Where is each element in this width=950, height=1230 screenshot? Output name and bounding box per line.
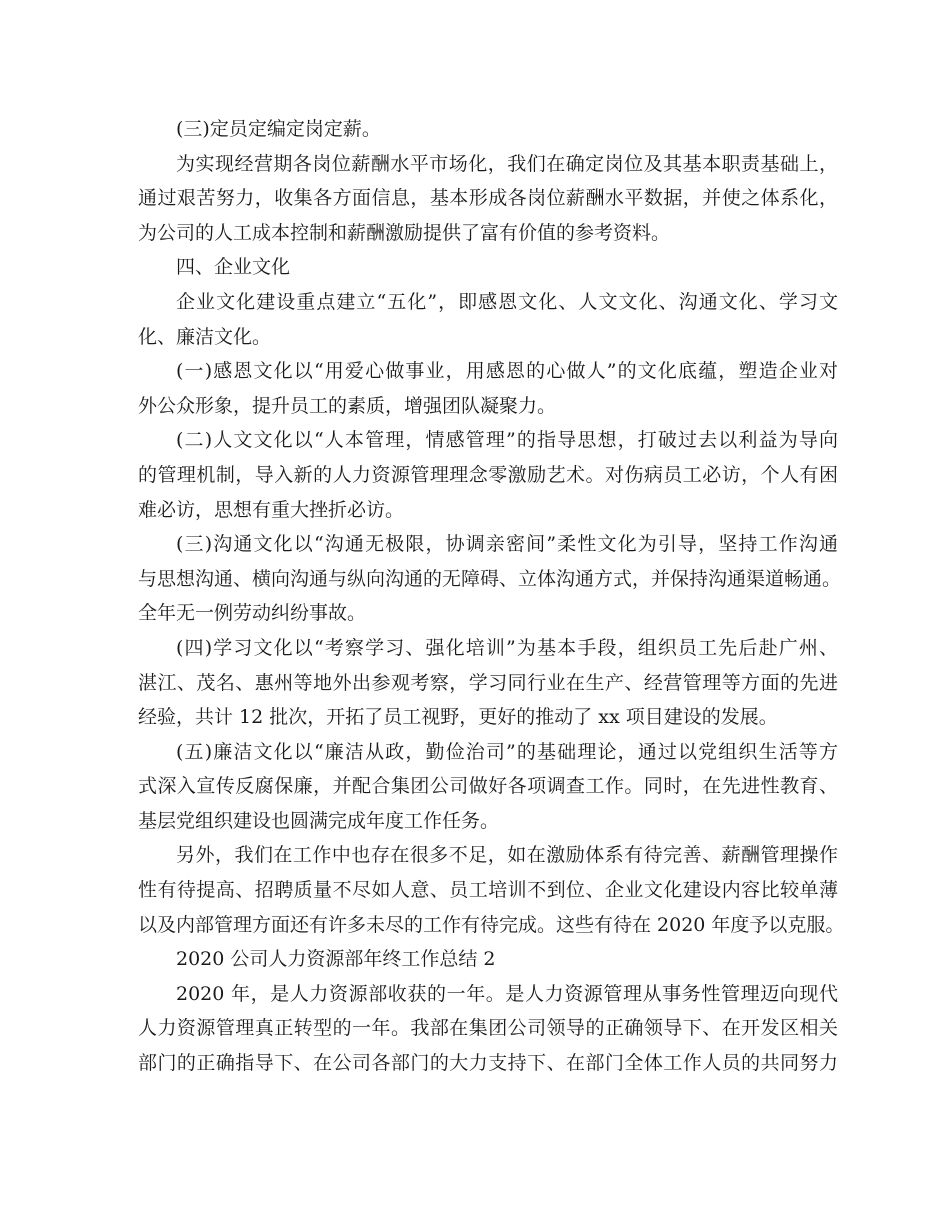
paragraph-line: (三)沟通文化以“沟通无极限，协调亲密间”柔性文化为引导，坚持工作沟通 <box>176 533 838 556</box>
paragraph-line: 经验，共计 12 批次，开拓了员工视野，更好的推动了 xx 项目建设的发展。 <box>138 706 778 729</box>
paragraph-line: 湛江、茂名、惠州等地外出参观考察，学习同行业在生产、经营管理等方面的先进 <box>138 671 838 694</box>
paragraph-line: 为公司的人工成本控制和薪酬激励提供了富有价值的参考资料。 <box>138 221 671 244</box>
paragraph-line: (一)感恩文化以“用爱心做事业，用感恩的心做人”的文化底蕴，塑造企业对 <box>176 360 838 383</box>
paragraph-line: 企业文化建设重点建立“五化”，即感恩文化、人文文化、沟通文化、学习文 <box>176 290 838 313</box>
section-heading: 2020 公司人力资源部年终工作总结 2 <box>176 948 496 971</box>
section-heading: 四、企业文化 <box>176 256 291 279</box>
paragraph-line: 2020 年，是人力资源部收获的一年。是人力资源管理从事务性管理迈向现代 <box>176 982 838 1005</box>
section-heading: (三)定员定编定岗定薪。 <box>176 118 381 140</box>
paragraph-line: 与思想沟通、横向沟通与纵向沟通的无障碍、立体沟通方式，并保持沟通渠道畅通。 <box>138 567 842 590</box>
paragraph-line: 的管理机制，导入新的人力资源管理理念零激励艺术。对伤病员工必访，个人有困 <box>138 463 838 486</box>
paragraph-line: 基层党组织建设也圆满完成年度工作任务。 <box>138 809 500 832</box>
paragraph-line: 为实现经营期各岗位薪酬水平市场化，我们在确定岗位及其基本职责基础上， <box>176 152 838 175</box>
paragraph-line: (四)学习文化以“考察学习、强化培训”为基本手段，组织员工先后赴广州、 <box>176 636 838 659</box>
paragraph-line: 外公众形象，提升员工的素质，增强团队凝聚力。 <box>138 394 557 417</box>
paragraph-line: 部门的正确指导下、在公司各部门的大力支持下、在部门全体工作人员的共同努力 <box>138 1052 838 1075</box>
paragraph-line: 性有待提高、招聘质量不尽如人意、员工培训不到位、企业文化建设内容比较单薄 <box>138 879 838 902</box>
paragraph-line: (二)人文文化以“人本管理，情感管理”的指导思想，打破过去以利益为导向 <box>176 429 838 452</box>
paragraph-line: 化、廉洁文化。 <box>138 325 272 348</box>
paragraph-line: 通过艰苦努力，收集各方面信息，基本形成各岗位薪酬水平数据，并使之体系化， <box>138 187 838 210</box>
paragraph-line: 另外，我们在工作中也存在很多不足，如在激励体系有待完善、薪酬管理操作 <box>176 844 838 867</box>
paragraph-line: 以及内部管理方面还有许多未尽的工作有待完成。这些有待在 2020 年度予以克服。 <box>138 913 845 936</box>
document-body <box>138 112 845 1081</box>
paragraph-line: 难必访，思想有重大挫折必访。 <box>138 498 405 521</box>
paragraph-line: 全年无一例劳动纠纷事故。 <box>138 602 367 625</box>
paragraph-line: 人力资源管理真正转型的一年。我部在集团公司领导的正确领导下、在开发区相关 <box>138 1017 838 1040</box>
paragraph-line: 式深入宣传反腐保廉，并配合集团公司做好各项调查工作。同时，在先进性教育、 <box>138 775 838 798</box>
paragraph-line: (五)廉洁文化以“廉洁从政，勤俭治司”的基础理论，通过以党组织生活等方 <box>176 740 838 763</box>
